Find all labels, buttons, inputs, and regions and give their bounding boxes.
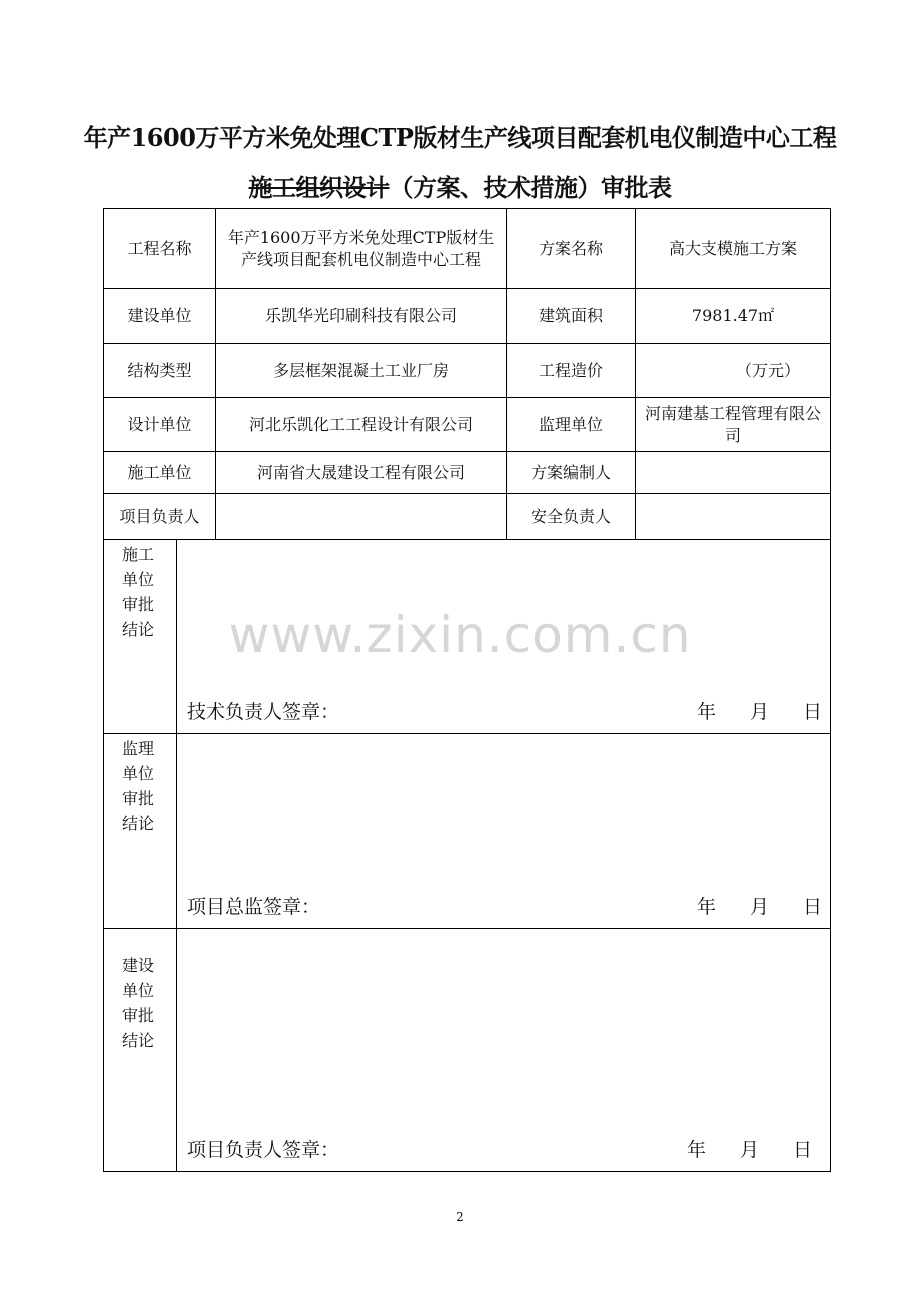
supervisor-approval-body [177, 734, 831, 929]
supervisor-sign-label: 项目总监签章： [187, 896, 321, 918]
project-name-label: 工程名称 [104, 209, 216, 289]
area-label: 建筑面积 [507, 289, 636, 344]
year-label: 年 [686, 1139, 706, 1161]
document-title-line2 [0, 168, 920, 203]
contractor-approval-label: 施工单位审批结论 [122, 545, 155, 639]
month-label: 月 [749, 896, 769, 918]
designer-value: 河北乐凯化工工程设计有限公司 [216, 398, 507, 452]
safety-officer-label: 安全负责人 [507, 494, 636, 540]
document-title-line1: 年产1600万平方米免处理CTP版材生产线项目配套机电仪制造中心工程 [83, 123, 837, 152]
safety-officer-value [636, 494, 831, 540]
day-label: 日 [793, 1139, 813, 1161]
structure-value: 多层框架混凝土工业厂房 [216, 344, 507, 398]
designer-label: 设计单位 [104, 398, 216, 452]
project-manager-value [216, 494, 507, 540]
supervisor-approval-label: 监理单位审批结论 [122, 739, 155, 833]
author-label: 方案编制人 [507, 452, 636, 494]
cost-value: （万元） [636, 344, 831, 398]
approval-form-table [103, 208, 831, 1172]
contractor-sign-label: 技术负责人签章： [187, 701, 340, 723]
owner-approval-label: 建设单位审批结论 [122, 956, 155, 1050]
supervisor-approval-label-cell [104, 734, 177, 929]
contractor-sign-date [697, 701, 822, 723]
cost-label: 工程造价 [507, 344, 636, 398]
contractor-value: 河南省大晟建设工程有限公司 [216, 452, 507, 494]
supervisor-value: 河南建基工程管理有限公司 [636, 398, 831, 452]
title-struck-text: 施工组织设计 [248, 173, 390, 202]
contractor-label: 施工单位 [104, 452, 216, 494]
day-label: 日 [803, 701, 823, 723]
owner-approval-label-cell [104, 929, 177, 1172]
structure-label: 结构类型 [104, 344, 216, 398]
supervisor-sign-date [697, 896, 822, 918]
owner-value: 乐凯华光印刷科技有限公司 [216, 289, 507, 344]
area-value: 7981.47㎡ [636, 289, 831, 344]
owner-label: 建设单位 [104, 289, 216, 344]
title-rest-text: （方案、技术措施）审批表 [389, 173, 672, 202]
project-manager-label: 项目负责人 [104, 494, 216, 540]
plan-name-label: 方案名称 [507, 209, 636, 289]
month-label: 月 [739, 1139, 759, 1161]
year-label: 年 [696, 701, 716, 723]
author-value [636, 452, 831, 494]
page-number: 2 [456, 1210, 464, 1224]
site-watermark: www.zixin.com.cn [228, 606, 692, 664]
day-label: 日 [803, 896, 823, 918]
owner-sign-date [687, 1139, 812, 1161]
supervisor-label: 监理单位 [507, 398, 636, 452]
year-label: 年 [696, 896, 716, 918]
owner-approval-body [177, 929, 831, 1172]
project-name-value: 年产1600万平方米免处理CTP版材生产线项目配套机电仪制造中心工程 [216, 209, 507, 289]
plan-name-value: 高大支模施工方案 [636, 209, 831, 289]
month-label: 月 [749, 701, 769, 723]
owner-sign-label: 项目负责人签章： [187, 1139, 340, 1161]
